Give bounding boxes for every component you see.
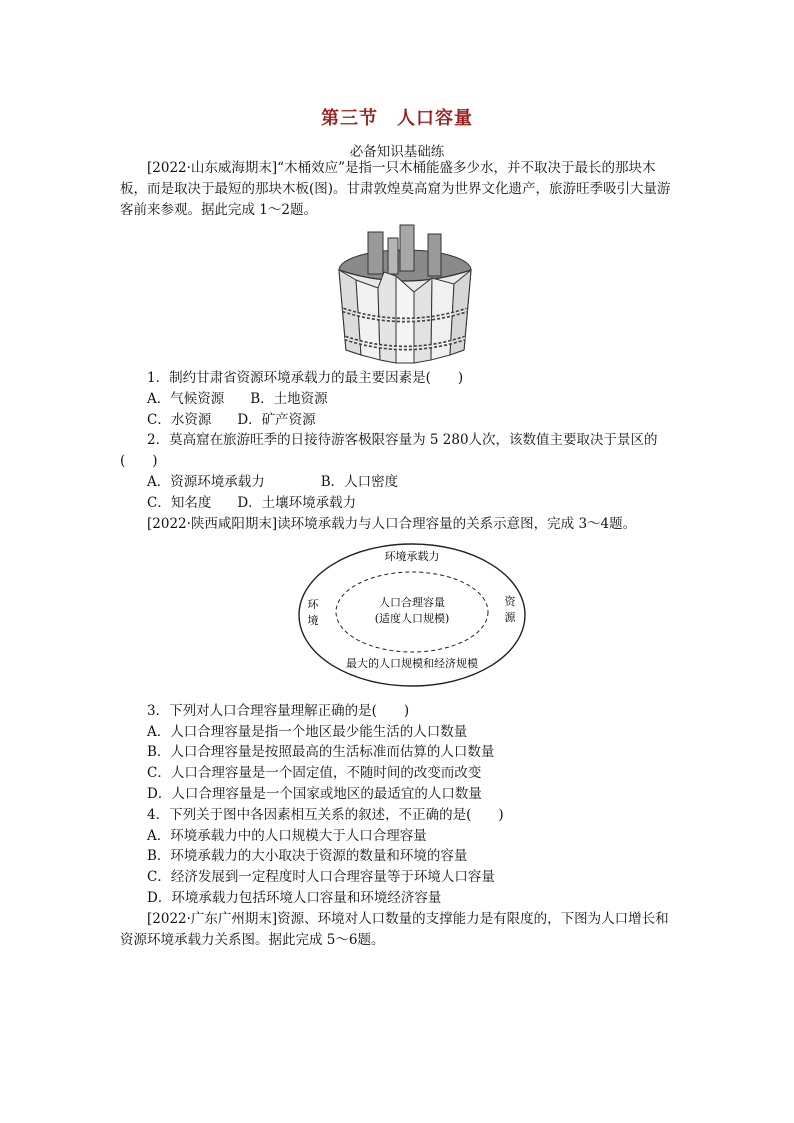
q1-options-row-2 [147,410,316,430]
diagram-label-left-1: 环 [307,598,319,611]
q1-stem: 1．制约甘肃省资源环境承载力的最主要因素是( ) [147,370,464,386]
intro-paragraph-1: [2022·山东威海期末]“木桶效应”是指一只木桶能盛多少水，并不取决于最长的那块木板，而是取决于最短的那块木板(图)。甘肃敦煌莫高窟为世界文化遗产，旅游旺季吸引大量游客前来参观。据此完成 1～2题。 [120,160,671,218]
q3-stem: 3．下列对人口合理容量理解正确的是( ) [147,703,410,719]
q2-option-b: B．人口密度 [320,474,399,490]
diagram-label-center-2: (适度人口规模) [374,612,450,625]
q2-options-row-1 [147,472,398,492]
q3-option-d: D．人口合理容量是一个国家或地区的最适宜的人口数量 [147,786,482,802]
q1-option-c: C．水资源 [147,412,212,428]
wooden-bucket-figure [334,222,476,368]
q2-option-c: C．知名度 [147,495,212,511]
q2-stem-line-2: ( ) [120,453,158,469]
q1-options-row-1 [147,389,328,409]
q2-option-a: A．资源环境承载力 [147,474,265,490]
q4-option-b: B．环境承载力的大小取决于资源的数量和环境的容量 [147,848,468,864]
q3-option-c: C．人口合理容量是一个固定值，不随时间的改变而改变 [147,765,482,781]
q2-stem-line-1: 2．莫高窟在旅游旺季的日接待游客极限容量为 5 280人次，该数值主要取决于景区的 [147,432,658,448]
q1-option-d: D．矿产资源 [237,412,316,428]
intro-paragraph-3: [2022·广东广州期末]资源、环境对人口数量的支撑能力是有限度的，下图为人口增长和资源环境承载力关系图。据此完成 5～6题。 [120,911,669,948]
q1-option-a: A．气候资源 [147,391,225,407]
diagram-label-right-1: 资 [504,595,516,608]
diagram-label-left-2: 境 [307,614,319,627]
q4-option-d: D．环境承载力包括环境人口容量和环境经济容量 [147,890,442,906]
diagram-label-right-2: 源 [504,611,516,624]
diagram-label-top: 环境承载力 [384,550,440,563]
q3-option-b: B．人口合理容量是按照最高的生活标准而估算的人口数量 [147,744,495,760]
q3-option-a: A．人口合理容量是指一个地区最少能生活的人口数量 [147,724,468,740]
q4-stem: 4．下列关于图中各因素相互关系的叙述，不正确的是( ) [147,807,504,823]
section-title: 第三节 人口容量 [321,108,473,129]
intro-paragraph-2: [2022·陕西咸阳期末]读环境承载力与人口合理容量的关系示意图，完成 3～4题。 [147,516,637,532]
q2-options-row-2 [147,493,356,513]
q1-option-b: B．土地资源 [250,391,328,407]
diagram-label-center-1: 人口合理容量 [379,596,445,609]
carrying-capacity-diagram [296,540,528,690]
diagram-label-bottom: 最大的人口规模和经济规模 [346,657,478,670]
q2-option-d: D．土壤环境承载力 [237,495,357,511]
q4-option-a: A．环境承载力中的人口规模大于人口合理容量 [147,828,427,844]
q4-option-c: C．经济发展到一定程度时人口合理容量等于环境人口容量 [147,869,495,885]
section-subtitle: 必备知识基础练 [349,144,445,160]
